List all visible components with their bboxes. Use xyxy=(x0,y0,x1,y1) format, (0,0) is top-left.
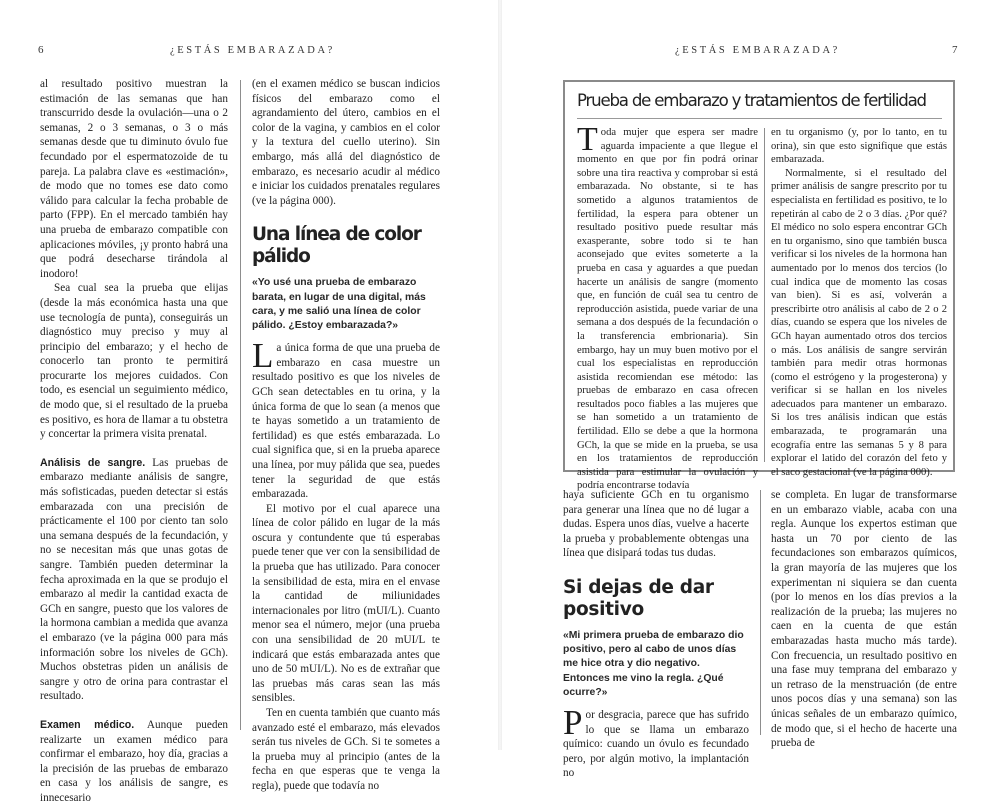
running-head: ¿ESTÁS EMBARAZADA? xyxy=(170,45,335,56)
paragraph-blood-tests: Análisis de sangre. Las pruebas de embarazo mediante análisis de sangre, más sofisticadas, pueden detectar si estás embarazada con una precisión de prácticamente el 100 por ciento tan solo una semana después de la fecundación, y no se necesitan más que unas gotas de sangre. También pueden determinar la fecha aproximada en la que se produjo el embarazo al medir la cantidad exacta de GCh en sangre, puesto que los valores de la hormona cambian a medida que avanza el embarazo (ve la página 000 para más información sobre los niveles de GCh). Muchos obstetras piden un análisis de sangre y otro de orina para contrastar el resultado. xyxy=(40,456,228,703)
sidebar-box xyxy=(563,80,955,492)
left-page xyxy=(0,0,500,804)
run-in-heading: Examen médico. xyxy=(40,718,135,731)
reader-question: «Mi primera prueba de embarazo dio positivo, pero al cabo de unos días me hice otra y dio negativo. Entonces me vino la regla. ¿Qué ocurre?» xyxy=(563,629,744,698)
paragraph-medical-exam: Examen médico. Aunque pueden realizarte un examen médico para confirmar el embarazo, hoy día, gracias a la precisión de las pruebas de embarazo en casa y los análisis de sangre, es innecesario xyxy=(40,718,229,804)
drop-cap: P xyxy=(563,702,583,742)
run-in-heading: Análisis de sangre. xyxy=(40,456,146,469)
paragraph: haya suficiente GCh en tu organismo para generar una línea que no dé lugar a dudas. Espera unos días, vuelve a hacerte la prueba y probablemente obtengas una línea que disipará todas tus dudas. xyxy=(563,489,749,560)
paragraph-with-dropcap: La única forma de que una prueba de embarazo en casa muestre un resultado positivo es que los niveles de GCh sean detectables en tu orina, y la única forma de que lo sean (a menos que te hayas sometido a un tratamiento de fertilidad) es que estés embarazada. Lo cual significa que, si en la prueba aparece una línea, por muy pálida que sea, puedes tener la seguridad de que estás embarazada. xyxy=(252,336,440,501)
paragraph: en tu organismo (y, por lo tanto, en tu orina), sin que esto signifique que estás embarazada. xyxy=(771,127,947,166)
paragraph: se completa. En lugar de transformarse en un embarazo viable, acaba con una regla. Aunque los expertos estiman que hasta un 70 por ciento de las fecundaciones son embarazos químicos, la gran mayoría de las mujeres que los experimentan ni siquiera se dan cuenta (por lo menos en los días previos a la realización de la prueba; las mujeres no caen en la cuenta de que están embarazadas hasta mucho más tarde). Con frecuencia, un resultado positivo en una fase muy temprana del embarazo y un retraso de la menstruación (de entre unos pocos días y una semana) son las únicas señales de un embarazo químico, de modo que, si el hecho de hacerte una prueba de xyxy=(771,489,957,750)
drop-cap: L xyxy=(252,336,274,376)
running-head: ¿ESTÁS EMBARAZADA? xyxy=(675,45,840,56)
paragraph: Ten en cuenta también que cuanto más avanzado esté el embarazo, más elevados serán tus niveles de GCh. Si te sometes a la prueba muy al principio (antes de la fecha en que esperas que te venga la regla), puede que todavía no xyxy=(252,707,440,792)
page-number: 7 xyxy=(952,44,958,56)
sidebar-column-1 xyxy=(577,121,758,493)
paragraph: El motivo por el cual aparece una línea de color pálido en lugar de la más oscura y contundente que tú esperabas puede tener que ver con la sensibilidad de la prueba que has utilizado. Para conocer la sensibilidad de esta, mira en el envase la cantidad de miliunidades internacionales por litro (mUI/L). Cuanto menor sea el número, mejor (una prueba con una sensibilidad de 20 mUI/L te indicará que estás embarazada antes que uno de 50 mUI/L). No es de extrañar que las pruebas más caras sean las más sensibles. xyxy=(252,502,440,705)
sidebar-column-divider xyxy=(764,128,765,462)
column-divider xyxy=(760,490,761,735)
right-column-2 xyxy=(771,488,957,751)
sidebar-title: Prueba de embarazo y tratamientos de fertilidad xyxy=(577,91,942,119)
paragraph: (en el examen médico se buscan indicios físicos del embarazo como el agrandamiento del útero, cambios en el color de la vagina, y cambios en el color y la textura del cuello uterino). Sin embargo, más allá del diagnóstico de embarazo, es necesario acudir al médico e iniciar los cuidados prenatales regulares (ve la página 000). xyxy=(252,78,440,207)
drop-cap: T xyxy=(577,121,598,158)
paragraph: al resultado positivo muestran la estimación de las semanas que han transcurrido desde la ovulación—una o 2 semanas, 2 o 3 semanas, o 3 o más semanas desde que tu diminuto óvulo fue fecundado por el espermatozoide de tu pareja. La palabra clave es «estimación», de modo que no tomes ese dato como válido para calcular la fecha probable de parto (FPP). En el mercado también hay una prueba de embarazo compatible con aplicaciones móviles, ¡y pronto habrá una que podrá desecharse tirándola al inodoro! xyxy=(40,78,228,280)
left-column-1 xyxy=(40,77,228,806)
paragraph-with-dropcap: Por desgracia, parece que has sufrido lo que se llama un embarazo químico: cuando un óvulo es fecundado pero, por algún motivo, la implantación no xyxy=(563,702,749,780)
section-heading: Si dejas de dar positivo xyxy=(563,576,714,620)
column-divider xyxy=(240,80,241,730)
page-number: 6 xyxy=(38,44,44,56)
right-column-1 xyxy=(563,488,749,781)
section-heading: Una línea de color pálido xyxy=(252,224,421,268)
paragraph-with-dropcap: Toda mujer que espera ser madre aguarda impaciente a que llegue el momento en que por fin podrá orinar sobre una tira reactiva y comprobar si está embarazada. No obstante, si te has sometido a algunos tratamientos de fertilidad, la espera para obtener un resultado positivo puede resultar más exasperante, sobre todo si te han aconsejado que evites someterte a la prueba en casa y aguardes a que puedan hacerte un análisis de sangre (momento que, en función de cuál sea tu centro de reproducción asistida, puede variar de una semana a dos después de la fecundación o la transferencia embrionaria). Sin embargo, hay un muy buen motivo por el cual los especialistas en reproducción asistida recomiendan ese método: las pruebas de embarazo en casa ofrecen resultados poco fiables a las mujeres que se han sometido a un tratamiento de fertilidad. Ello se debe a que la hormona GCh, la que se mide en la prueba, se usa en los tratamientos de reproducción asistida para estimular la ovulación y podría encontrarse todavía xyxy=(577,121,758,492)
paragraph: Sea cual sea la prueba que elijas (desde la más económica hasta una que use tecnología de punta), conseguirás un diagnóstico muy preciso y muy al principio del embarazo; y el hecho de conocerlo tan pronto te permitirá procurarte los mejores cuidados. Con todo, es esencial un seguimiento médico, de modo que, si el resultado de la prueba es positivo, es hora de llamar a tu obstetra y concertar la primera visita prenatal. xyxy=(40,282,228,441)
reader-question: «Yo usé una prueba de embarazo barata, en lugar de una digital, más cara, y me salió una línea de color pálido. ¿Estoy embarazada?» xyxy=(252,277,426,331)
paragraph: Normalmente, si el resultado del primer análisis de sangre prescrito por tu especialista en fertilidad es positivo, te lo repetirán al cabo de 2 o 3 días. ¿Por qué? El médico no solo espera encontrar GCh en tu organismo, sino que también busca verificar si los niveles de la hormona han aumentado por lo menos dos tercios (lo cual indica que de momento las cosas van bien). Si es así, volverán a prescribirte otro análisis al cabo de 2 o 2 días, cuando se espera que los niveles de GCh hayan aumentado otros dos tercios o más. Los análisis de sangre servirán también para medir otras hormonas (como el estrógeno y la progesterona) y verificar si se hallan en los niveles adecuados para mantener un embarazo. Si los tres análisis indican que estás embarazada, te programarán una ecografía entre las semanas 5 y 8 para explorar el latido del corazón del feto y el saco gestacional (ve la página 000). xyxy=(771,167,947,478)
sidebar-column-2 xyxy=(771,126,947,479)
left-column-2 xyxy=(252,77,440,794)
